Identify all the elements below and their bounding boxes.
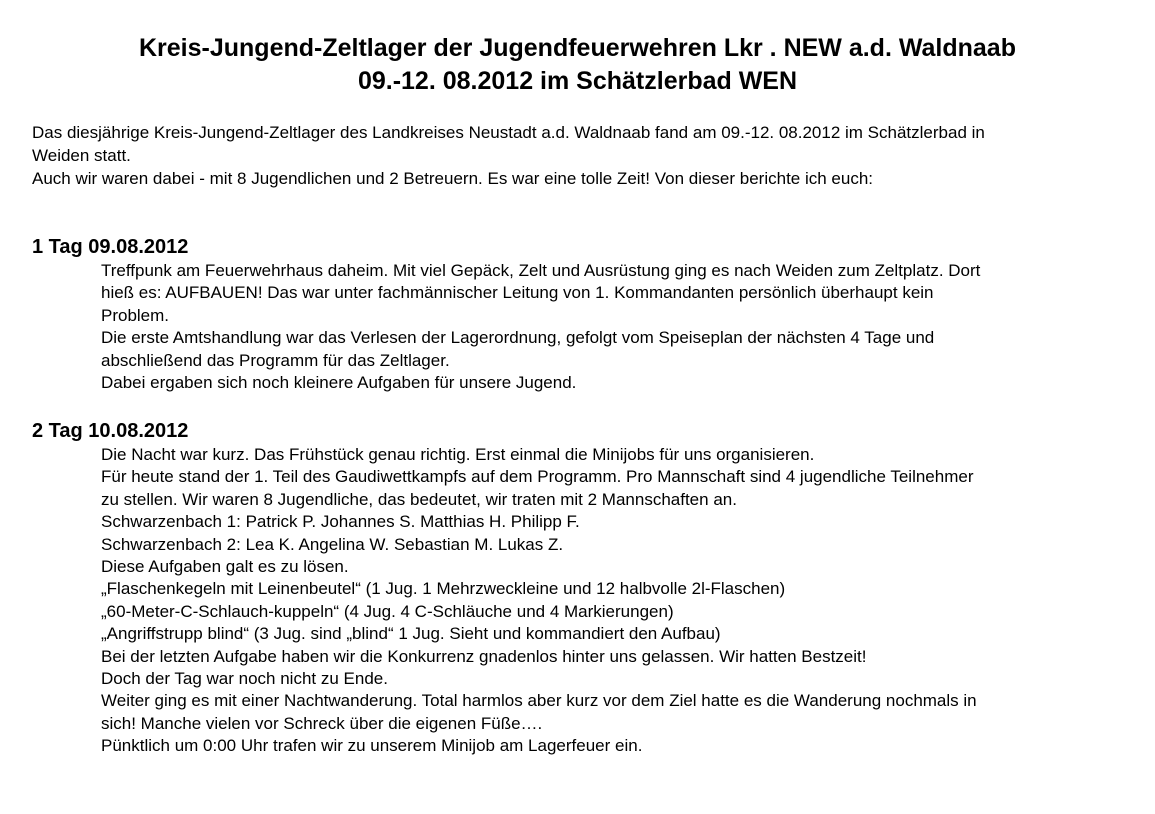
body-line: Doch der Tag war noch nicht zu Ende. bbox=[101, 669, 388, 689]
day-heading: 1 Tag 09.08.2012 bbox=[32, 236, 189, 258]
team-line: Schwarzenbach 1: Patrick P. Johannes S. Matthias H. Philipp F. bbox=[101, 512, 580, 532]
intro-paragraph bbox=[32, 121, 1132, 190]
body-line: sich! Manche vielen vor Schreck über die eigenen Füße…. bbox=[101, 713, 543, 733]
body-line: hieß es: AUFBAUEN! Das war unter fachmännischer Leitung von 1. Kommandanten persönlich überhaupt kein bbox=[101, 283, 934, 303]
body-line: abschließend das Programm für das Zeltlager. bbox=[101, 350, 450, 370]
body-line: Problem. bbox=[101, 305, 170, 325]
body-line: Die erste Amtshandlung war das Verlesen der Lagerordnung, gefolgt vom Speiseplan der nächsten 4 Tage und bbox=[101, 328, 935, 348]
team-line: Schwarzenbach 2: Lea K. Angelina W. Sebastian M. Lukas Z. bbox=[101, 534, 564, 554]
document-title bbox=[0, 32, 1155, 98]
day-body bbox=[101, 444, 1132, 758]
body-line: Treffpunk am Feuerwehrhaus daheim. Mit viel Gepäck, Zelt und Ausrüstung ging es nach Weiden zum Zeltplatz. Dort bbox=[101, 261, 981, 280]
body-line: zu stellen. Wir waren 8 Jugendliche, das bedeutet, wir traten mit 2 Mannschaften an. bbox=[101, 489, 737, 509]
body-line: Dabei ergaben sich noch kleinere Aufgaben für unsere Jugend. bbox=[101, 373, 577, 393]
body-line: Bei der letzten Aufgabe haben wir die Konkurrenz gnadenlos hinter uns gelassen. Wir hatten Bestzeit! bbox=[101, 646, 867, 666]
task-line: „Angriffstrupp blind“ (3 Jug. sind „blind“ 1 Jug. Sieht und kommandiert den Aufbau) bbox=[101, 624, 721, 644]
body-line: Pünktlich um 0:00 Uhr trafen wir zu unserem Minijob am Lagerfeuer ein. bbox=[101, 736, 643, 756]
intro-line: Das diesjährige Kreis-Jungend-Zeltlager des Landkreises Neustadt a.d. Waldnaab fand am 09.-12. 08.2012 im Schätzlerbad in bbox=[32, 123, 985, 142]
task-line: „60-Meter-C-Schlauch-kuppeln“ (4 Jug. 4 C-Schläuche und 4 Markierungen) bbox=[101, 601, 674, 621]
body-line: Für heute stand der 1. Teil des Gaudiwettkampfs auf dem Programm. Pro Mannschaft sind 4 jugendliche Teilnehmer bbox=[101, 467, 974, 487]
body-line: Die Nacht war kurz. Das Frühstück genau richtig. Erst einmal die Minijobs für uns organisieren. bbox=[101, 445, 815, 464]
day-section-1 bbox=[32, 235, 1132, 394]
day-section-2 bbox=[32, 419, 1132, 758]
body-line: Diese Aufgaben galt es zu lösen. bbox=[101, 557, 349, 577]
task-line: „Flaschenkegeln mit Leinenbeutel“ (1 Jug. 1 Mehrzweckleine und 12 halbvolle 2l-Flaschen) bbox=[101, 579, 786, 599]
title-line-1: Kreis-Jungend-Zeltlager der Jugendfeuerwehren Lkr . NEW a.d. Waldnaab bbox=[138, 34, 1016, 62]
day-heading: 2 Tag 10.08.2012 bbox=[32, 420, 189, 442]
day-body bbox=[101, 260, 1132, 394]
body-line: Weiter ging es mit einer Nachtwanderung. Total harmlos aber kurz vor dem Ziel hatte es die Wanderung nochmals in bbox=[101, 691, 977, 711]
title-line-2: 09.-12. 08.2012 im Schätzlerbad WEN bbox=[357, 67, 798, 95]
intro-line: Weiden statt. bbox=[32, 146, 131, 165]
intro-line: Auch wir waren dabei - mit 8 Jugendlichen und 2 Betreuern. Es war eine tolle Zeit! Von dieser berichte ich euch: bbox=[32, 169, 874, 188]
